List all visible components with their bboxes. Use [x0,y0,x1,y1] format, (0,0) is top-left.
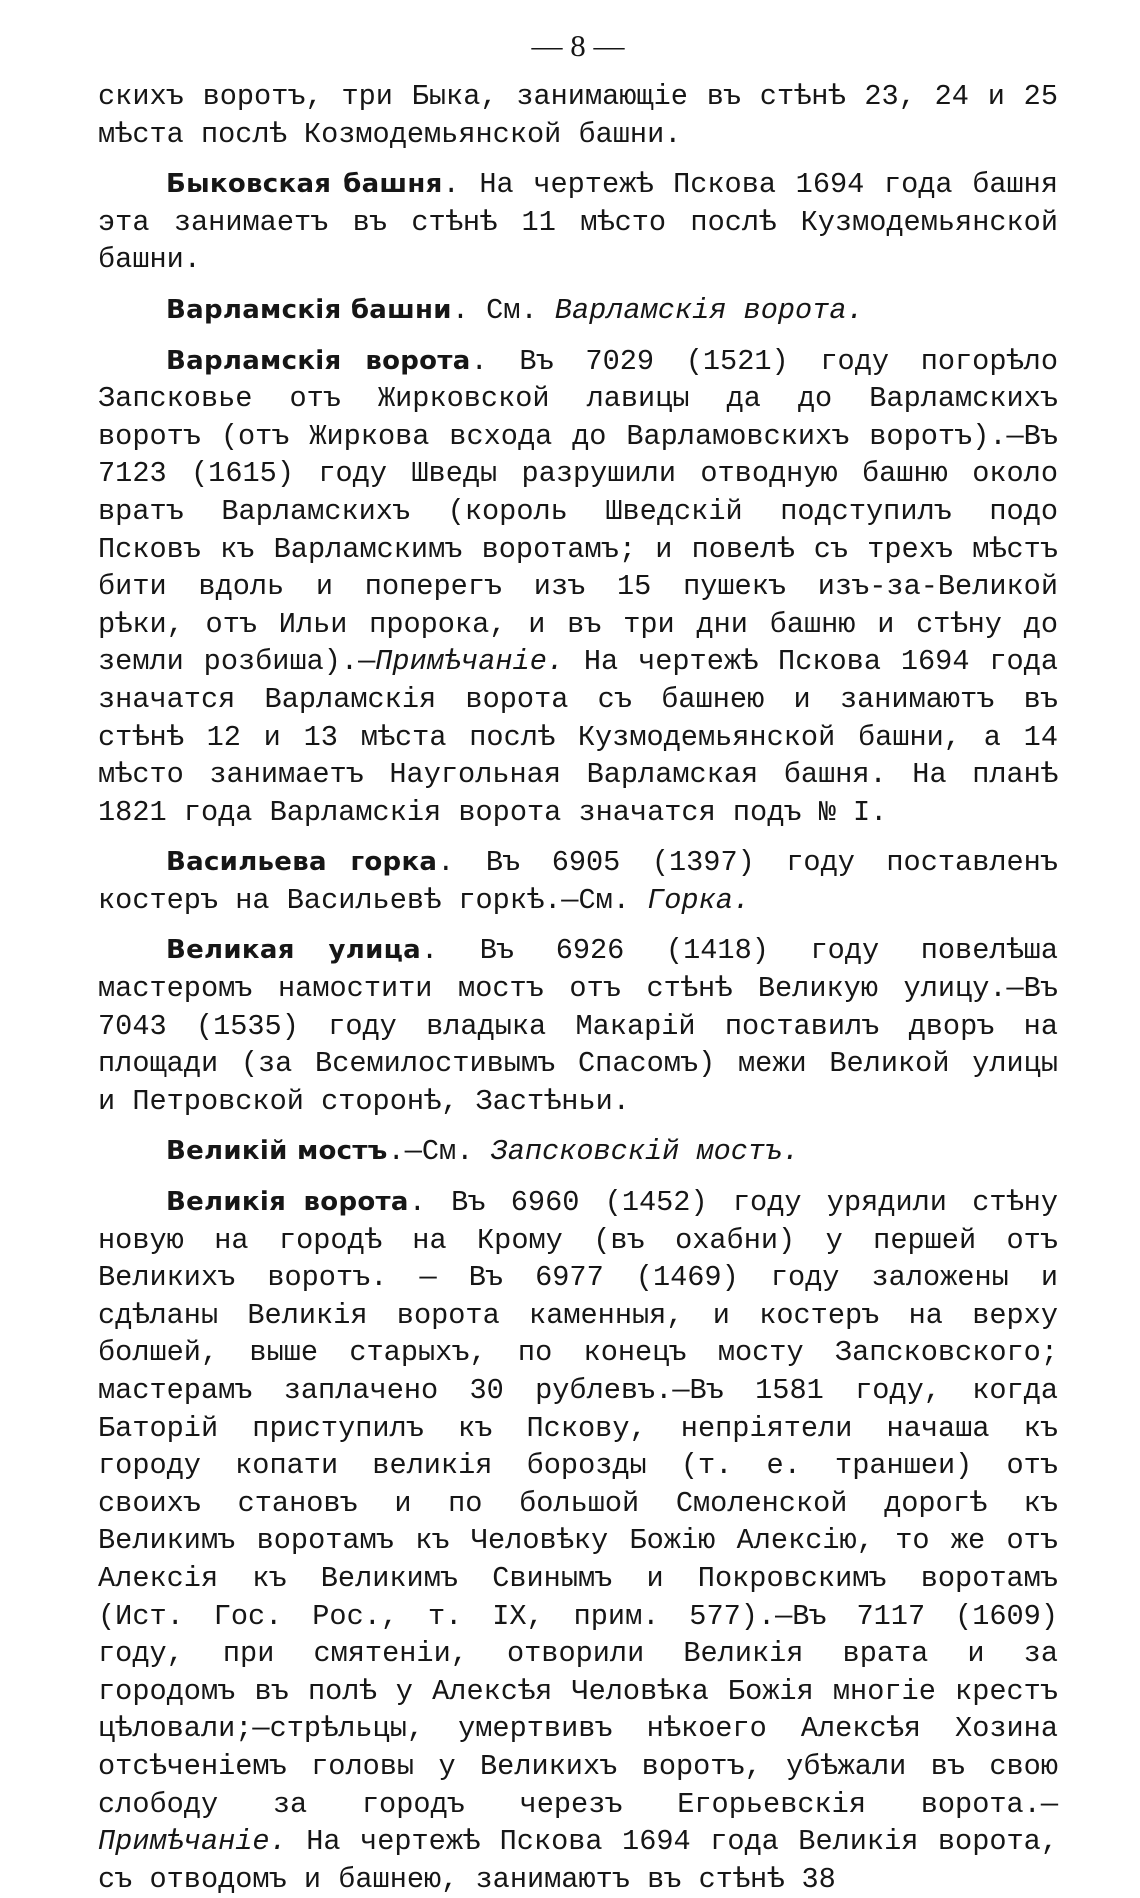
entry-text: . Въ 6960 (1452) году урядили стѣну новую на городѣ на Крому (въ охабни) у першей отъ Великихъ воротъ. — Въ 6977 (1469) году заложены и сдѣланы Великія ворота каменныя, и костеръ на верху болшей, выше старыхъ, по конецъ мосту Запсковского; мастерамъ заплачено 30 рублевъ.—Въ 1581 году, когда Баторій приступилъ къ Пскову, непріятели начаша къ городу копати великія борозды (т. е. траншеи) отъ своихъ становъ и по большой Смоленской дорогѣ къ Великимъ воротамъ къ Человѣку Божію Алексію, то же отъ Алексія къ Великимъ Свинымъ и Покровскимъ воротамъ (Ист. Гос. Рос., т. IX, прим. 577).—Въ 7117 (1609) году, при смятеніи, отворили Великія врата и за городомъ въ полѣ у Алексѣя Человѣка Божія многіе крестъ цѣловали;—стрѣльцы, умертвивъ нѣкоего Алексѣя Хозина отсѣченіемъ головы у Великихъ воротъ, убѣжали въ свою слободу за городъ черезъ Егорьевскія ворота.— [98,1186,1058,1821]
entry-term: Васильева горка [166,847,438,878]
entry-text: . См. [451,293,555,327]
entry-text: . Въ 6905 (1397) году поставленъ костеръ на Васильевѣ горкѣ.—См. [98,846,1058,917]
continuation-paragraph: скихъ воротъ, три Быка, занимающіе въ стѣнѣ 23, 24 и 25 мѣста послѣ Козмодемьянской башни. [98,80,1058,151]
entry-bykovskaya-bashnya [98,166,1058,279]
entry-term: Великія ворота [166,1187,409,1218]
entry-velikiy-most [98,1133,1058,1171]
cross-reference: Варламскія ворота. [554,293,864,327]
document-page [98,26,1058,1898]
entry-text: . Въ 7029 (1521) году погорѣло Запсковье отъ Жирковской лавицы да до Варламскихъ воротъ (отъ Жиркова всхода до Варламовскихъ воротъ).—Въ 7123 (1615) году Шведы разрушили отводную башню около вратъ Варламскихъ (король Шведскій подступилъ подо Псковъ къ Варламскимъ воротамъ; и повелѣ съ трехъ мѣстъ бити вдоль и поперегъ изъ 15 пушекъ изъ-за-Великой рѣки, отъ Ильи пророка, и въ три дни башню и стѣну до земли розбиша).— [98,344,1058,679]
entry-velikaya-ulitsa [98,932,1058,1120]
entry-vasileva-gorka [98,844,1058,919]
entry-term: Быковская башня [166,169,443,200]
entry-term: Варламскія башни [166,294,452,325]
entry-term: Варламскія ворота [166,345,471,376]
entry-text: . Въ 6926 (1418) году повелѣша мастеромъ намостити мостъ отъ стѣнѣ Великую улицу.—Въ 7043 (1535) году владыка Макарій поставилъ дворъ на площади (за Всемилостивымъ Спасомъ) межи Великой улицы и Петровской сторонѣ, Застѣньи. [98,934,1058,1118]
entry-velikiya-vorota [98,1184,1058,1898]
entry-term: Великая улица [166,935,422,966]
entry-text-continued: На чертежѣ Пскова 1694 года Великія ворота, съ отводомъ и башнею, занимаютъ въ стѣнѣ 38 [98,1825,1058,1896]
cross-reference: Горка. [647,883,751,917]
entry-term: Великій мостъ [166,1136,388,1167]
page-number: — 8 — [531,28,625,63]
note-label: Примѣчаніе. [98,1825,287,1859]
entry-text-continued: На чертежѣ Пскова 1694 года значатся Варламскія ворота съ башнею и занимаютъ въ стѣнѣ 12 и 13 мѣста послѣ Кузмодемьянской башни, а 14 мѣсто занимаетъ Наугольная Варламская башня. На планѣ 1821 года Варламскія ворота значатся подъ № I. [98,645,1058,829]
entry-text: .—См. [387,1135,491,1169]
note-label: Примѣчаніе. [375,645,565,679]
entry-varlamskiya-vorota [98,343,1058,832]
entry-text: . На чертежѣ Пскова 1694 года башня эта занимаетъ въ стѣнѣ 11 мѣсто послѣ Кузмодемьянской башни. [98,168,1058,277]
cross-reference: Запсковскій мостъ. [490,1135,800,1169]
entry-varlamskiya-bashni [98,292,1058,330]
